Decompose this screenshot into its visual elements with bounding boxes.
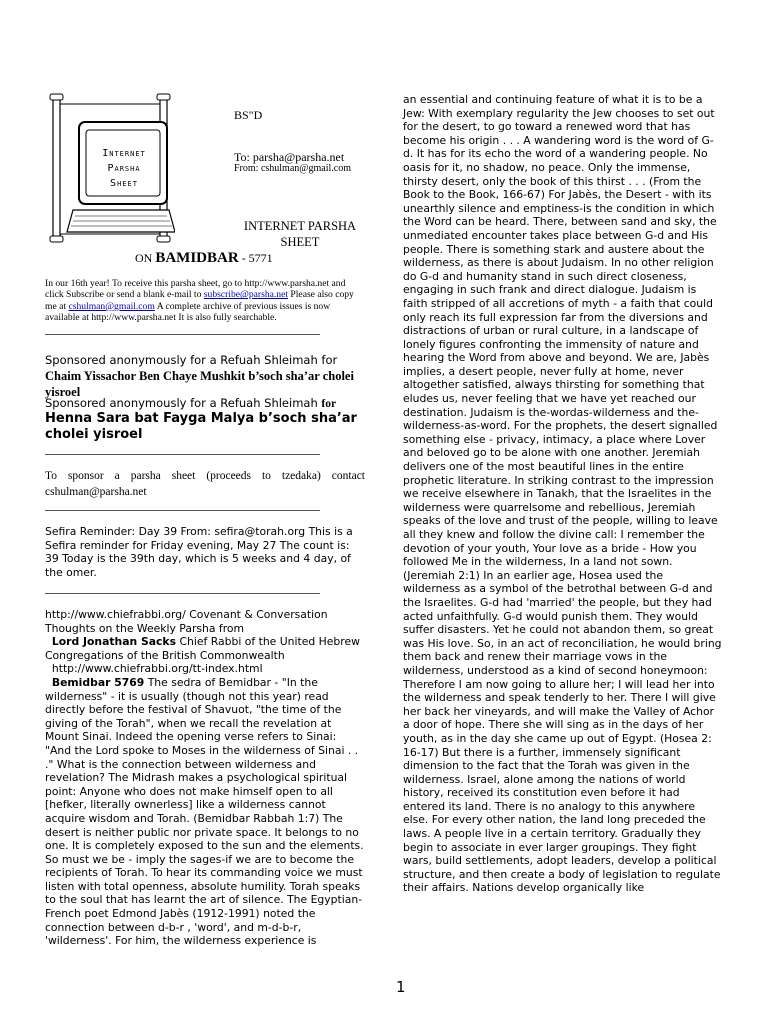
chief-rabbi-article: [45, 608, 365, 948]
logo-line-3: Sheet: [110, 178, 138, 189]
page-number: 1: [396, 978, 406, 996]
publication-title-line-1: INTERNET PARSHA: [243, 219, 357, 233]
parsha-heading: [135, 250, 273, 267]
intro-text-2: Please also copy me at: [45, 289, 354, 312]
chief-rabbi-source: http://www.chiefrabbi.org/ Covenant & Conversation Thoughts on the Weekly Parsha from: [45, 608, 328, 635]
sponsor-1-prefix: Sponsored anonymously for a Refuah Shleimah for: [45, 353, 338, 367]
sefira-reminder: Sefira Reminder: Day 39 From: sefira@torah.org This is a Sefira reminder for Friday evening, May 27 The count is: 39 Today is the 39th day, which is 5 weeks and 4 day, of the omer.: [45, 525, 353, 579]
bsd-marker: BS"D: [234, 108, 263, 122]
right-column: [403, 93, 723, 895]
divider: [45, 454, 320, 455]
publication-title-line-2: SHEET: [280, 235, 320, 249]
logo-text: [89, 146, 159, 191]
author-title: Chief Rabbi of the United Hebrew Congregations of the British Commonwealth: [45, 635, 360, 662]
logo-line-1: Internet: [102, 148, 146, 159]
sponsor-contact: To sponsor a parsha sheet (proceeds to tzedaka) contact cshulman@parsha.net: [45, 470, 365, 498]
sponsor-2: [45, 396, 365, 443]
article-heading: Bemidbar 5769: [51, 675, 145, 689]
internet-parsha-sheet-logo: [45, 90, 175, 250]
article-body-left: The sedra of Bemidbar - "In the wilderness" - it is usually (though not this year) read directly before the festival of Shavuot, "the time of the giving of the Torah", when we recall the revelation at Mount Sinai. Indeed the opening verse refers to Sinai: "And the Lord spoke to Moses in the wilderness of Sinai . . ." What is the connection between wilderness and revelation? The Midrash makes a psychological spiritual point: Anyone who does not make himself open to all [hefker, literally ownerless] like a wilderness cannot acquire wisdom and Torah. (Bemidbar Rabbah 1:7) The desert is neither public nor private space. It belongs to no one. It is completely exposed to the sun and the elements. So must we be - imply the sages-if we are to become the recipients of Torah. To hear its commanding voice we must listen with total openness, absolute humility. Torah speaks to the soul that has learnt the art of silence. The Egyptian-French poet Edmond Jabès (1912-1991) noted the connection between d-b-r , 'word', and m-d-b-r, 'wilderness'. For him, the wilderness experience is: [45, 675, 364, 948]
divider: [45, 593, 320, 594]
chief-rabbi-url: http://www.chiefrabbi.org/tt-index.html: [51, 662, 263, 676]
sponsor-1: [45, 352, 365, 400]
article-body-right: an essential and continuing feature of what it is to be a Jew: With exemplary regularity the Jew chooses to set out for the desert, to go toward a renewed word that has become his origin . . . A wandering word is the word of G-d. It has for its echo the word of a wandering people. No oasis for it, no shadow, no peace. Only the immense, thirsty desert, only the book of this thirst . . . (From the Book to the Book, 166-67) For Jabès, the Desert - with its unearthly silence and emptiness-is the condition in which the Word can be heard. There, between sand and sky, the unmediated encounter takes place between G-d and His people. There is something stark and austere about the wilderness, as there is about Judaism. In no other religion do G-d and humanity stand in such direct closeness, engaging in such frank and direct dialogue. Judaism is faith stripped of all accretions of myth - a faith that could only reach its full expression far from the diversions and distractions of urban or rural culture, in a landscape of lonely figures confronting the immensity of nature and hearing the Word from above and beyond. We are, Jabès implies, a desert people, never fully at home, never altogether satisfied, always thirsting for something that eludes us, never feeling that we have yet reached our destination. Judaism is the-wordas-wilderness and the-wilderness-as-word. For the prophets, the desert signalled something else - privacy, intimacy, a place where Lover and beloved go to be alone with one another. Jeremiah delivers one of the most beautiful lines in the entire prophetic literature. In striking contrast to the impression we receive elsewhere in Tanakh, that the Israelites in the wilderness were quarrelsome and rebellious, Jeremiah speaks of the love and trust of the people, willing to leave all they knew and follow the divine call: I remember the devotion of your youth, Your love as a bride - How you followed Me in the wilderness, In a land not sown. (Jeremiah 2:1) In an earlier age, Hosea used the wilderness as a symbol of the betrothal between G-d and the Israelites. G-d had 'married' the people, but they had acted unfaithfully. G-d would punish them. They would suffer disasters. Yet he could not abandon them, so great was His love. So, in an act of reconciliation, he would bring them back and renew their marriage vows in the wilderness, understood as a kind of second honeymoon: Therefore I am now going to allure her; I will lead her into the wilderness and speak tenderly to her. There I will give her back her vineyards, and will make the Valley of Achor a door of hope. There she will sing as in the days of her youth, as in the day she came up out of Egypt. (Hosea 2: 16-17) But there is a further, immensely significant dimension to the fact that the Torah was given in the wilderness. Israel, alone among the nations of world history, received its constitution even before it had entered its land. There is no analogy to this anywhere else. For every other nation, the land long preceded the laws. A people live in a certain territory. Gradually they begin to associate in ever larger groupings. They fight wars, build settlements, adopt leaders, develop a political structure, and then create a body of legislation to regulate their affairs. Nations develop organically like: [403, 93, 722, 895]
to-address: To: parsha@parsha.net: [234, 150, 345, 164]
contact-email-link[interactable]: cshulman@gmail.com: [68, 300, 155, 312]
parsha-name: BAMIDBAR: [155, 250, 239, 266]
intro-paragraph: [45, 278, 365, 324]
logo-line-2: Parsha: [107, 163, 141, 174]
sponsor-2-name: Henna Sara bat Fayga Malya b’soch sha’ar cholei yisroel: [45, 411, 357, 442]
sponsor-2-for: for: [321, 398, 337, 410]
from-address: From: cshulman@gmail.com: [234, 163, 351, 174]
sponsor-1-name: Chaim Yissachor Ben Chaye Mushkit b’soch sha’ar cholei yisroel: [45, 369, 354, 399]
intro-text-1: In our 16th year! To receive this parsha sheet, go to http://www.parsha.net and click Subscribe or send a blank e-mail to: [45, 278, 346, 301]
divider: [45, 510, 320, 511]
parsha-year: - 5771: [238, 251, 273, 265]
author-name: Lord Jonathan Sacks: [51, 635, 177, 649]
publication-title: [238, 218, 362, 250]
sponsor-2-prefix: Sponsored anonymously for a Refuah Shleimah: [45, 396, 322, 410]
subscribe-email-link[interactable]: subscribe@parsha.net: [203, 289, 289, 301]
on-prefix: ON: [135, 251, 153, 265]
divider: [45, 334, 320, 335]
intro-text-3: A complete archive of previous issues is now available at http://www.parsha.net It is also fully searchable.: [45, 300, 331, 324]
